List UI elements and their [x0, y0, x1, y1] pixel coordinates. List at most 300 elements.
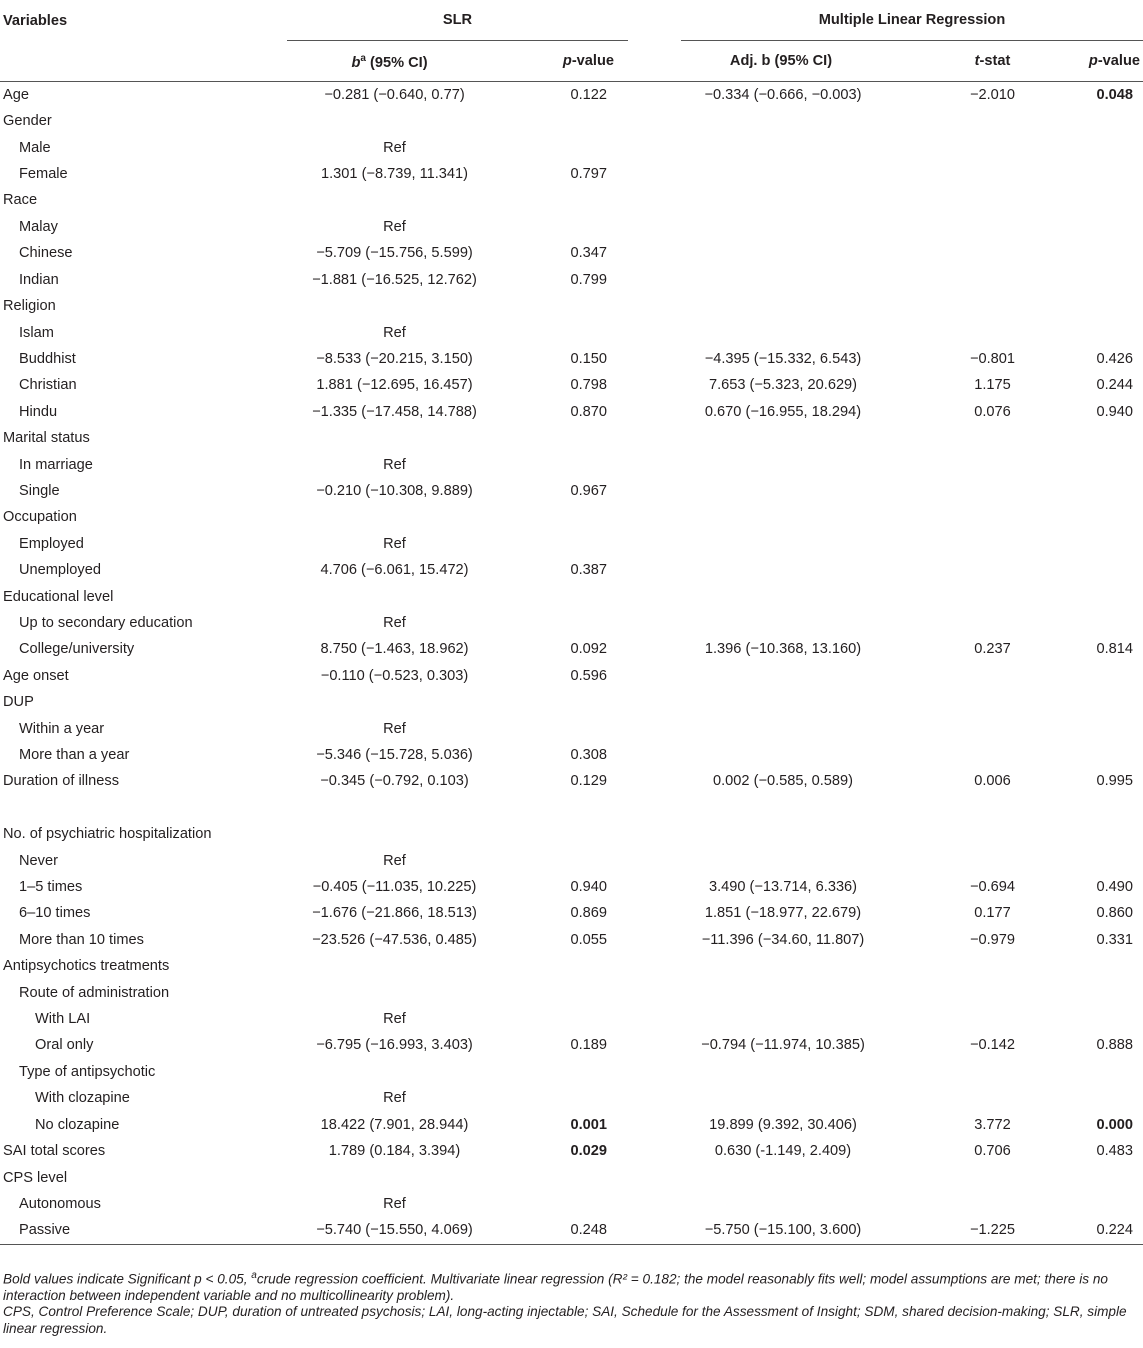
table-row: [0, 81, 1143, 108]
mlr-p-cell: [1044, 267, 1143, 293]
row-label: DUP: [3, 694, 34, 711]
slr-b-cell: [287, 293, 492, 319]
table-row: [0, 452, 1143, 478]
table-row: [0, 636, 1143, 662]
table-row: [0, 531, 1143, 557]
mlr-b-cell: 19.899 (9.392, 30.406): [709, 1116, 857, 1133]
slr-p-cell: 0.055: [570, 931, 607, 948]
mlr-p-cell: [1044, 663, 1143, 689]
row-label: More than a year: [19, 747, 130, 764]
mlr-p-cell: 0.814: [1096, 641, 1133, 658]
slr-b-cell: Ref: [383, 1195, 406, 1212]
slr-p-cell: [492, 531, 628, 557]
row-label: SAI total scores: [3, 1143, 106, 1160]
mlr-b-cell: 1.851 (−18.977, 22.679): [704, 905, 862, 922]
slr-b-cell: −1.676 (−21.866, 18.513): [312, 905, 477, 922]
slr-p-cell: 0.129: [570, 773, 607, 790]
table-row: [0, 716, 1143, 742]
row-label: In marriage: [19, 456, 93, 473]
slr-p-cell: [492, 214, 628, 240]
mlr-b-cell: [681, 953, 921, 979]
mlr-b-cell: [681, 821, 921, 847]
slr-p-cell: 0.001: [570, 1116, 607, 1133]
mlr-p-cell: [1044, 584, 1143, 610]
slr-b-cell: −0.210 (−10.308, 9.889): [316, 482, 473, 499]
slr-b-cell: 8.750 (−1.463, 18.962): [320, 641, 469, 658]
mlr-b-cell: [681, 108, 921, 134]
slr-b-cell: −0.281 (−0.640, 0.77): [324, 86, 465, 103]
slr-b-cell: −0.345 (−0.792, 0.103): [320, 773, 469, 790]
mlr-b-cell: [681, 452, 921, 478]
mlr-t-cell: 1.175: [974, 377, 1011, 394]
mlr-t-cell: [921, 293, 1044, 319]
slr-b-cell: 18.422 (7.901, 28.944): [320, 1116, 469, 1133]
slr-b-cell: Ref: [383, 535, 406, 552]
row-label: CPS level: [3, 1169, 68, 1186]
slr-p-cell: [492, 1006, 628, 1032]
col-group-mlr: Multiple Linear Regression: [681, 0, 1143, 41]
mlr-p-cell: 0.483: [1096, 1143, 1133, 1160]
slr-p-cell: 0.869: [570, 905, 607, 922]
mlr-p-cell: 0.224: [1096, 1222, 1133, 1239]
mlr-b-cell: −11.396 (−34.60, 11.807): [701, 931, 865, 948]
row-label: Race: [3, 192, 38, 209]
table-row: [0, 1138, 1143, 1164]
slr-p-cell: [492, 689, 628, 715]
mlr-b-cell: 0.002 (−0.585, 0.589): [713, 773, 853, 790]
row-label: Gender: [3, 113, 52, 130]
mlr-p-cell: 0.995: [1096, 773, 1133, 790]
table-row: [0, 742, 1143, 768]
row-label: Religion: [3, 298, 56, 315]
mlr-t-cell: [921, 953, 1044, 979]
table-row: [0, 214, 1143, 240]
row-label: More than 10 times: [19, 931, 144, 948]
row-label: Unemployed: [19, 562, 101, 579]
mlr-p-cell: [1044, 108, 1143, 134]
slr-p-cell: 0.248: [570, 1222, 607, 1239]
slr-b-cell: [287, 1165, 492, 1191]
slr-p-cell: [492, 980, 628, 1006]
slr-b-cell: Ref: [383, 1090, 406, 1107]
mlr-t-cell: −0.142: [969, 1037, 1016, 1054]
mlr-t-cell: [921, 240, 1044, 266]
mlr-b-cell: [681, 425, 921, 451]
slr-p-cell: 0.596: [570, 667, 607, 684]
mlr-b-cell: 0.630 (-1.149, 2.409): [714, 1143, 852, 1160]
col-header-b: $b^a$ (95% CI): [351, 53, 428, 71]
mlr-t-cell: [921, 980, 1044, 1006]
mlr-p-cell: 0.860: [1096, 905, 1133, 922]
row-label: Marital status: [3, 430, 90, 447]
mlr-b-cell: 7.653 (−5.323, 20.629): [708, 377, 858, 394]
mlr-t-cell: −0.694: [969, 879, 1016, 896]
row-label: Indian: [19, 271, 59, 288]
slr-b-cell: Ref: [383, 324, 406, 341]
mlr-t-cell: [921, 478, 1044, 504]
slr-p-cell: [492, 848, 628, 874]
slr-p-cell: 0.308: [570, 747, 607, 764]
mlr-p-cell: [1044, 135, 1143, 161]
slr-p-cell: 0.029: [570, 1143, 607, 1160]
slr-p-cell: 0.799: [570, 271, 607, 288]
mlr-t-cell: [921, 1165, 1044, 1191]
slr-p-cell: [492, 953, 628, 979]
table-notes: [3, 1268, 1139, 1337]
note-significance: Bold values indicate Significant p < 0.05, $^a$crude regression coefficient. Multivariate linear regression (R² = 0.182; the model reasonably fits well; model assumptions are met; there is no interaction between independent variable and no multicollinearity problem).: [3, 1270, 1108, 1303]
slr-p-cell: 0.347: [570, 245, 607, 262]
slr-p-cell: 0.189: [570, 1037, 607, 1054]
slr-b-cell: −5.346 (−15.728, 5.036): [316, 747, 473, 764]
mlr-b-cell: [681, 1191, 921, 1217]
table-row: [0, 161, 1143, 187]
slr-b-cell: [287, 425, 492, 451]
table-row: [0, 689, 1143, 715]
slr-b-cell: Ref: [383, 852, 406, 869]
mlr-t-cell: [921, 161, 1044, 187]
table-row: [0, 874, 1143, 900]
slr-b-cell: [287, 584, 492, 610]
mlr-p-cell: [1044, 320, 1143, 346]
row-label: Christian: [19, 377, 77, 394]
slr-b-cell: −0.405 (−11.035, 10.225): [312, 879, 477, 896]
table-body: [0, 81, 1143, 1244]
slr-b-cell: 1.789 (0.184, 3.394): [328, 1143, 461, 1160]
slr-p-cell: [492, 716, 628, 742]
mlr-p-cell: [1044, 610, 1143, 636]
table-row: [0, 980, 1143, 1006]
slr-b-cell: 1.301 (−8.739, 11.341): [321, 166, 468, 183]
slr-p-cell: [492, 293, 628, 319]
slr-b-cell: −8.533 (−20.215, 3.150): [316, 350, 473, 367]
slr-b-cell: −5.709 (−15.756, 5.599): [316, 245, 473, 262]
row-label: Buddhist: [19, 350, 76, 367]
table-row: [0, 927, 1143, 953]
table-row: [0, 267, 1143, 293]
mlr-p-cell: [1044, 742, 1143, 768]
slr-b-cell: Ref: [383, 1011, 406, 1028]
mlr-p-cell: [1044, 504, 1143, 530]
row-label: Occupation: [3, 509, 77, 526]
table-row: [0, 1032, 1143, 1058]
mlr-b-cell: −0.334 (−0.666, −0.003): [704, 86, 862, 103]
mlr-p-cell: [1044, 557, 1143, 583]
mlr-t-cell: [921, 1006, 1044, 1032]
mlr-t-cell: [921, 267, 1044, 293]
mlr-t-cell: [921, 214, 1044, 240]
table-row: [0, 1165, 1143, 1191]
row-label: Within a year: [19, 720, 105, 737]
slr-b-cell: Ref: [383, 614, 406, 631]
table-row: [0, 108, 1143, 134]
mlr-b-cell: 1.396 (−10.368, 13.160): [704, 641, 862, 658]
table-row: [0, 1059, 1143, 1085]
slr-b-cell: [287, 689, 492, 715]
slr-p-cell: [492, 1059, 628, 1085]
row-label: Up to secondary education: [19, 614, 193, 631]
mlr-p-cell: 0.490: [1096, 879, 1133, 896]
row-label: 1–5 times: [19, 879, 83, 896]
mlr-t-cell: [921, 584, 1044, 610]
mlr-b-cell: [681, 267, 921, 293]
slr-p-cell: [492, 821, 628, 847]
row-label: Oral only: [35, 1037, 94, 1054]
table-row: [0, 953, 1143, 979]
slr-p-cell: [492, 504, 628, 530]
mlr-t-cell: −1.225: [969, 1222, 1016, 1239]
row-label: No. of psychiatric hospitalization: [3, 826, 212, 843]
mlr-b-cell: [681, 980, 921, 1006]
table-row: [0, 135, 1143, 161]
mlr-b-cell: [681, 187, 921, 213]
table-row: [0, 557, 1143, 583]
row-label: Type of antipsychotic: [19, 1063, 156, 1080]
mlr-b-cell: [681, 610, 921, 636]
mlr-t-cell: 3.772: [974, 1116, 1011, 1133]
slr-b-cell: −6.795 (−16.993, 3.403): [316, 1037, 473, 1054]
slr-b-cell: −1.881 (−16.525, 12.762): [312, 271, 477, 288]
mlr-b-cell: [681, 161, 921, 187]
col-header-t-stat: t-stat: [974, 52, 1011, 69]
slr-p-cell: 0.387: [570, 562, 607, 579]
table-row: [0, 821, 1143, 847]
mlr-t-cell: [921, 135, 1044, 161]
slr-p-cell: [492, 1191, 628, 1217]
mlr-p-cell: [1044, 1085, 1143, 1111]
mlr-p-cell: 0.331: [1096, 931, 1133, 948]
mlr-p-cell: [1044, 848, 1143, 874]
slr-b-cell: Ref: [383, 720, 406, 737]
mlr-b-cell: [681, 531, 921, 557]
table-row: [0, 504, 1143, 530]
row-label: With clozapine: [35, 1090, 130, 1107]
slr-p-cell: [492, 425, 628, 451]
mlr-t-cell: 0.706: [974, 1143, 1011, 1160]
mlr-t-cell: −2.010: [969, 86, 1016, 103]
slr-p-cell: 0.940: [570, 879, 607, 896]
mlr-t-cell: 0.237: [974, 641, 1011, 658]
slr-b-cell: [287, 108, 492, 134]
slr-p-cell: 0.797: [570, 166, 607, 183]
mlr-t-cell: [921, 557, 1044, 583]
table-row: [0, 187, 1143, 213]
slr-b-cell: [287, 953, 492, 979]
row-label: College/university: [19, 641, 135, 658]
slr-b-cell: Ref: [383, 218, 406, 235]
slr-p-cell: [492, 1085, 628, 1111]
slr-p-cell: [492, 584, 628, 610]
slr-b-cell: [287, 187, 492, 213]
mlr-b-cell: [681, 663, 921, 689]
slr-p-cell: 0.967: [570, 482, 607, 499]
slr-b-cell: 4.706 (−6.061, 15.472): [320, 562, 469, 579]
slr-p-cell: 0.798: [570, 377, 607, 394]
mlr-b-cell: [681, 240, 921, 266]
row-label: Islam: [19, 324, 54, 341]
slr-b-cell: Ref: [383, 139, 406, 156]
mlr-p-cell: [1044, 980, 1143, 1006]
row-label: Educational level: [3, 588, 114, 605]
mlr-p-cell: [1044, 1059, 1143, 1085]
row-label: Male: [19, 139, 51, 156]
mlr-p-cell: [1044, 214, 1143, 240]
table-row: [0, 795, 1143, 821]
table-row: [0, 1006, 1143, 1032]
mlr-t-cell: [921, 452, 1044, 478]
slr-p-cell: [492, 610, 628, 636]
col-header-mlr-p: p-value: [1088, 52, 1140, 69]
row-label: Age onset: [3, 667, 69, 684]
mlr-b-cell: [681, 716, 921, 742]
mlr-b-cell: 0.670 (−16.955, 18.294): [704, 403, 862, 420]
mlr-b-cell: [681, 293, 921, 319]
mlr-b-cell: [681, 320, 921, 346]
mlr-t-cell: −0.979: [969, 931, 1016, 948]
mlr-b-cell: [681, 848, 921, 874]
slr-b-cell: −1.335 (−17.458, 14.788): [312, 403, 477, 420]
table-row: [0, 1085, 1143, 1111]
table-row: [0, 372, 1143, 398]
mlr-p-cell: [1044, 478, 1143, 504]
mlr-b-cell: [681, 1085, 921, 1111]
mlr-t-cell: [921, 610, 1044, 636]
row-label: Hindu: [19, 403, 58, 420]
mlr-p-cell: [1044, 531, 1143, 557]
table-row: [0, 584, 1143, 610]
table-header: [0, 0, 1143, 81]
col-header-slr-p: p-value: [562, 52, 614, 69]
table-row: [0, 848, 1143, 874]
mlr-t-cell: [921, 821, 1044, 847]
col-header-adj-b: Adj. b (95% CI): [729, 52, 833, 69]
mlr-t-cell: [921, 108, 1044, 134]
table-row: [0, 610, 1143, 636]
mlr-p-cell: 0.888: [1096, 1037, 1133, 1054]
slr-p-cell: [492, 320, 628, 346]
note-abbreviations: CPS, Control Preference Scale; DUP, duration of untreated psychosis; LAI, long-acting injectable; SAI, Schedule for the Assessment of Insight; SDM, shared decision-making; SLR, simple linear regression.: [3, 1304, 1127, 1336]
table-row: [0, 478, 1143, 504]
table-row: [0, 1217, 1143, 1244]
table-row: [0, 346, 1143, 372]
table-row: [0, 240, 1143, 266]
slr-b-cell: [287, 980, 492, 1006]
row-label: Malay: [19, 218, 58, 235]
slr-p-cell: [492, 108, 628, 134]
row-label: Employed: [19, 535, 84, 552]
mlr-t-cell: 0.076: [974, 403, 1011, 420]
mlr-b-cell: 3.490 (−13.714, 6.336): [708, 879, 858, 896]
slr-b-cell: −5.740 (−15.550, 4.069): [316, 1222, 473, 1239]
row-label: Passive: [19, 1222, 71, 1239]
slr-p-cell: [492, 135, 628, 161]
slr-p-cell: [492, 1165, 628, 1191]
mlr-t-cell: [921, 742, 1044, 768]
mlr-p-cell: [1044, 689, 1143, 715]
mlr-b-cell: [681, 214, 921, 240]
slr-b-cell: Ref: [383, 456, 406, 473]
col-group-slr: SLR: [287, 0, 628, 41]
mlr-t-cell: [921, 425, 1044, 451]
mlr-p-cell: [1044, 240, 1143, 266]
mlr-p-cell: 0.000: [1096, 1116, 1133, 1133]
slr-b-cell: [287, 1059, 492, 1085]
mlr-t-cell: [921, 504, 1044, 530]
slr-p-cell: 0.870: [570, 403, 607, 420]
slr-p-cell: 0.092: [570, 641, 607, 658]
table-row: [0, 425, 1143, 451]
mlr-t-cell: [921, 689, 1044, 715]
mlr-p-cell: [1044, 187, 1143, 213]
mlr-b-cell: [681, 504, 921, 530]
row-label: Never: [19, 852, 58, 869]
mlr-t-cell: [921, 663, 1044, 689]
mlr-t-cell: [921, 848, 1044, 874]
mlr-t-cell: [921, 1085, 1044, 1111]
mlr-p-cell: [1044, 1191, 1143, 1217]
col-header-variables: Variables: [3, 12, 68, 29]
row-label: Antipsychotics treatments: [3, 958, 170, 975]
mlr-t-cell: [921, 1191, 1044, 1217]
mlr-p-cell: 0.244: [1096, 377, 1133, 394]
mlr-b-cell: [681, 584, 921, 610]
mlr-b-cell: −0.794 (−11.974, 10.385): [701, 1037, 865, 1054]
mlr-p-cell: [1044, 1165, 1143, 1191]
mlr-t-cell: [921, 320, 1044, 346]
row-label: Single: [19, 482, 60, 499]
mlr-b-cell: [681, 689, 921, 715]
mlr-b-cell: −5.750 (−15.100, 3.600): [704, 1222, 862, 1239]
mlr-b-cell: [681, 742, 921, 768]
slr-b-cell: −23.526 (−47.536, 0.485): [312, 931, 477, 948]
mlr-t-cell: [921, 187, 1044, 213]
slr-p-cell: 0.150: [570, 350, 607, 367]
slr-b-cell: 1.881 (−12.695, 16.457): [316, 377, 473, 394]
slr-p-cell: 0.122: [570, 86, 607, 103]
mlr-t-cell: [921, 716, 1044, 742]
table-row: [0, 399, 1143, 425]
row-label: 6–10 times: [19, 905, 91, 922]
table-row: [0, 768, 1143, 794]
mlr-b-cell: [681, 1059, 921, 1085]
slr-p-cell: [492, 452, 628, 478]
mlr-p-cell: [1044, 293, 1143, 319]
mlr-t-cell: [921, 531, 1044, 557]
mlr-p-cell: [1044, 452, 1143, 478]
mlr-p-cell: 0.048: [1096, 86, 1133, 103]
mlr-t-cell: [921, 1059, 1044, 1085]
table-row: [0, 663, 1143, 689]
row-label: Age: [3, 86, 29, 103]
mlr-b-cell: [681, 1165, 921, 1191]
row-label: Chinese: [19, 245, 73, 262]
mlr-p-cell: [1044, 716, 1143, 742]
row-label: Route of administration: [19, 984, 170, 1001]
mlr-p-cell: [1044, 1006, 1143, 1032]
row-label: Duration of illness: [3, 773, 119, 790]
table-row: [0, 320, 1143, 346]
mlr-b-cell: [681, 478, 921, 504]
mlr-p-cell: [1044, 953, 1143, 979]
slr-b-cell: [287, 504, 492, 530]
mlr-b-cell: [681, 1006, 921, 1032]
row-label: Female: [19, 166, 68, 183]
row-label: Autonomous: [19, 1195, 101, 1212]
slr-p-cell: [492, 187, 628, 213]
mlr-t-cell: 0.177: [974, 905, 1011, 922]
table-row: [0, 1191, 1143, 1217]
mlr-p-cell: [1044, 821, 1143, 847]
row-label: No clozapine: [35, 1116, 120, 1133]
